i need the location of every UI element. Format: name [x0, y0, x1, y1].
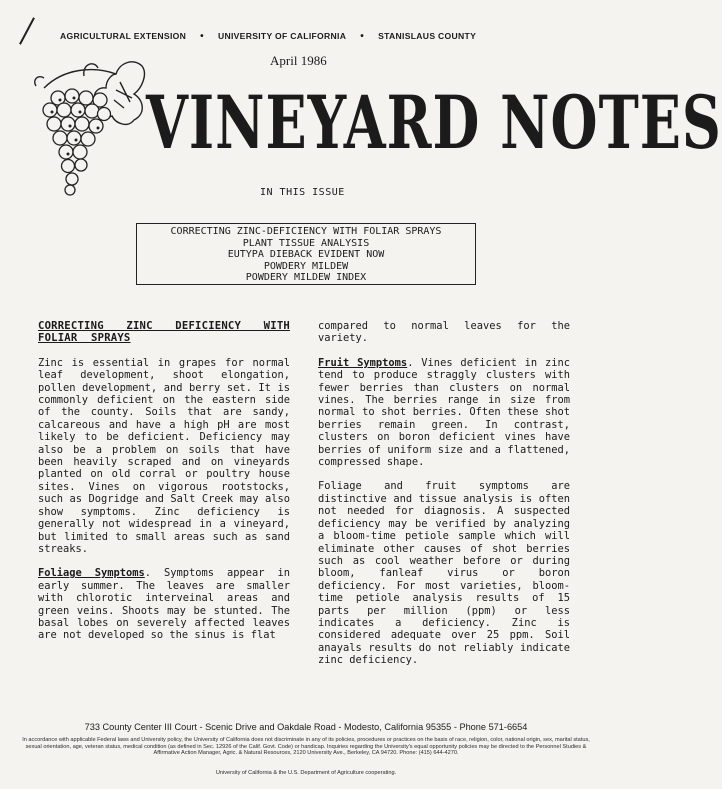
contents-box: [136, 223, 476, 285]
bullet-icon: •: [200, 30, 204, 42]
masthead-university: UNIVERSITY OF CALIFORNIA: [217, 31, 347, 41]
article-paragraph: [318, 357, 570, 469]
in-this-issue-heading: IN THIS ISSUE: [260, 187, 345, 198]
fruit-symptoms-subheading: Fruit Symptoms: [318, 356, 408, 369]
article-paragraph: Foliage and fruit symptoms are distinctive and tissue analysis is often not needed for diagnosis. A suspected deficiency may be verified by analyzing a bloom-time petiole sample which will eliminate other causes of shot berries such as cool weather before or during bloom, fanleaf virus or boron deficiency. For most varieties, bloom-time petiole analysis results of 15 parts per million (ppm) or less indicates a deficiency. Zinc is considered adequate over 25 ppm. Soil anayals results do not reliably indicate zinc deficiency.: [318, 480, 570, 667]
bullet-icon: •: [360, 30, 365, 42]
article-paragraph: [38, 567, 290, 641]
masthead: [60, 29, 580, 43]
contents-item: PLANT TISSUE ANALYSIS: [242, 237, 370, 249]
contents-item: POWDERY MILDEW: [263, 260, 349, 272]
fruit-symptoms-text: . Vines deficient in zinc tend to produce straggly clusters with fewer berries than clusters on normal vines. The berries range in size from normal to shot berries. Often these shot berries remain green. In contrast, clusters on boron deficient vines have berries of uniform size and a flattened, compressed shape.: [318, 356, 570, 469]
footer-disclaimer: In accordance with applicable Federal laws and University policy, the University of California does not discriminate in any of its policies, procedures or practices on the basis of race, religion, color, national origin, sex, marital status, sexual orientation, age, veteran status, medical condition (as defined in Sec. 12926 of the Calif. Govt. Code) or handicap. Inquiries regarding the University's equal opportunity policies may be directed to the Personnel Studies & Affirmative Action Manager, Agric. & Natural Resources, 2120 University Ave., Berkeley, CA 94720. Phone: (415) 644-4270.: [22, 737, 590, 757]
article-paragraph: compared to normal leaves for the variety.: [318, 320, 570, 345]
contents-item: EUTYPA DIEBACK EVIDENT NOW: [227, 249, 385, 261]
article-column-right: [318, 320, 570, 679]
article-column-left: [38, 320, 290, 654]
footer-cooperating: University of California & the U.S. Department of Agriculture cooperating.: [215, 770, 397, 776]
newsletter-title: VINEYARD NOTES: [146, 79, 722, 166]
masthead-agricultural-extension: AGRICULTURAL EXTENSION: [60, 31, 187, 41]
footer-address: 733 County Center III Court - Scenic Drive and Oakdale Road - Modesto, California 95355 - Phone 571-6654: [84, 722, 528, 732]
issue-date: April 1986: [270, 53, 327, 68]
article-paragraph: Zinc is essential in grapes for normal leaf development, shoot elongation, pollen development, and berry set. It is commonly deficient on the eastern side of the county. Soils that are sandy, calcareous and have a high pH are most likely to be deficient. Deficiency may also be a problem on soils that have been heavily scraped and on vineyards planted on old corral or poultry house sites. Vines on vigorous rootstocks, such as Dogridge and Salt Creek may also show symptoms. Zinc deficiency is generally not widespread in a vineyard, but limited to small areas such as sand streaks.: [38, 356, 290, 555]
article-heading: CORRECTING ZINC DEFICIENCY WITH FOLIAR SPRAYS: [38, 320, 290, 345]
foliage-symptoms-subheading: Foliage Symptoms: [38, 567, 145, 580]
foliage-symptoms-text: . Symptoms appear in early summer. The leaves are smaller with chlorotic interveinal areas and green veins. Shoots may be stunted. The basal lobes on severely affected leaves are not developed so the sinus is flat: [38, 567, 290, 642]
grape-cluster-icon: [24, 54, 152, 196]
pen-mark: [19, 17, 35, 44]
contents-item: POWDERY MILDEW INDEX: [245, 272, 367, 284]
contents-item: CORRECTING ZINC-DEFICIENCY WITH FOLIAR SPRAYS: [170, 226, 442, 237]
masthead-county: STANISLAUS COUNTY: [378, 31, 477, 41]
contents-list: [137, 224, 475, 284]
